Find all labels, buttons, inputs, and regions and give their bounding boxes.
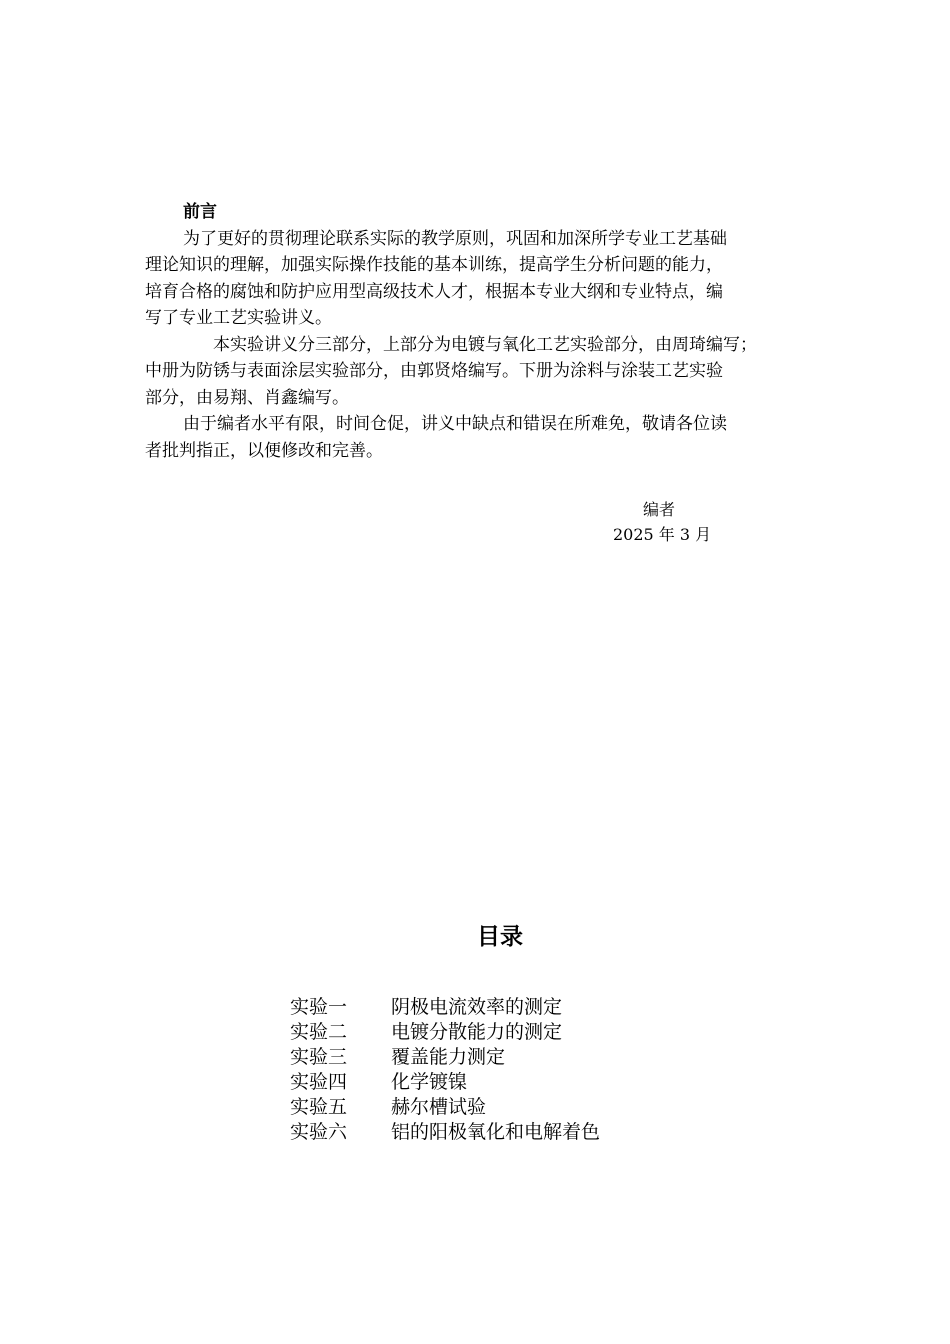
toc-item[interactable]: [290, 1095, 600, 1120]
toc-item[interactable]: [290, 1070, 600, 1095]
toc-item-title: 阴极电流效率的测定: [391, 996, 563, 1018]
table-of-contents: [290, 995, 600, 1145]
preface-paragraph-2: [145, 332, 820, 412]
preface-signature: 编者: [643, 500, 676, 519]
paragraph-line: 为了更好的贯彻理论联系实际的教学原则，巩固和加深所学专业工艺基础: [183, 228, 727, 249]
preface-paragraph-3: [145, 411, 820, 464]
toc-item[interactable]: [290, 995, 600, 1020]
paragraph-line: 部分，由易翔、肖鑫编写。: [145, 387, 349, 408]
toc-item-title: 赫尔槽试验: [391, 1096, 487, 1118]
toc-item-number: 实验一: [290, 996, 348, 1018]
preface-section: [145, 199, 820, 464]
paragraph-line: 中册为防锈与表面涂层实验部分，由郭贤烙编写。下册为涂料与涂装工艺实验: [145, 361, 723, 381]
preface-date: 2025 年 3 月: [613, 525, 712, 544]
preface-paragraph-1: [145, 226, 820, 332]
toc-item-title: 覆盖能力测定: [391, 1046, 506, 1068]
toc-item[interactable]: [290, 1045, 600, 1070]
toc-item-number: 实验四: [290, 1071, 348, 1093]
paragraph-line: 者批判指正，以便修改和完善。: [145, 440, 383, 461]
toc-item-number: 实验五: [290, 1096, 348, 1118]
paragraph-line: 由于编者水平有限，时间仓促，讲义中缺点和错误在所难免，敬请各位读: [183, 414, 727, 434]
paragraph-line: 本实验讲义分三部分，上部分为电镀与氧化工艺实验部分，由周琦编写；: [213, 334, 757, 355]
toc-item-title: 化学镀镍: [391, 1071, 468, 1093]
paragraph-line: 理论知识的理解，加强实际操作技能的基本训练，提高学生分析问题的能力，: [145, 255, 723, 275]
toc-item-title: 铝的阳极氧化和电解着色: [391, 1121, 601, 1143]
preface-title: 前言: [183, 202, 217, 222]
toc-item-number: 实验六: [290, 1121, 348, 1143]
paragraph-line: 培育合格的腐蚀和防护应用型高级技术人才，根据本专业大纲和专业特点，编: [145, 281, 723, 302]
toc-item-number: 实验二: [290, 1021, 348, 1043]
paragraph-line: 写了专业工艺实验讲义。: [145, 308, 332, 328]
toc-item-number: 实验三: [290, 1046, 348, 1068]
toc-item[interactable]: [290, 1020, 600, 1045]
toc-item-title: 电镀分散能力的测定: [391, 1021, 563, 1043]
toc-item[interactable]: [290, 1120, 600, 1145]
toc-title: 目录: [477, 924, 523, 950]
